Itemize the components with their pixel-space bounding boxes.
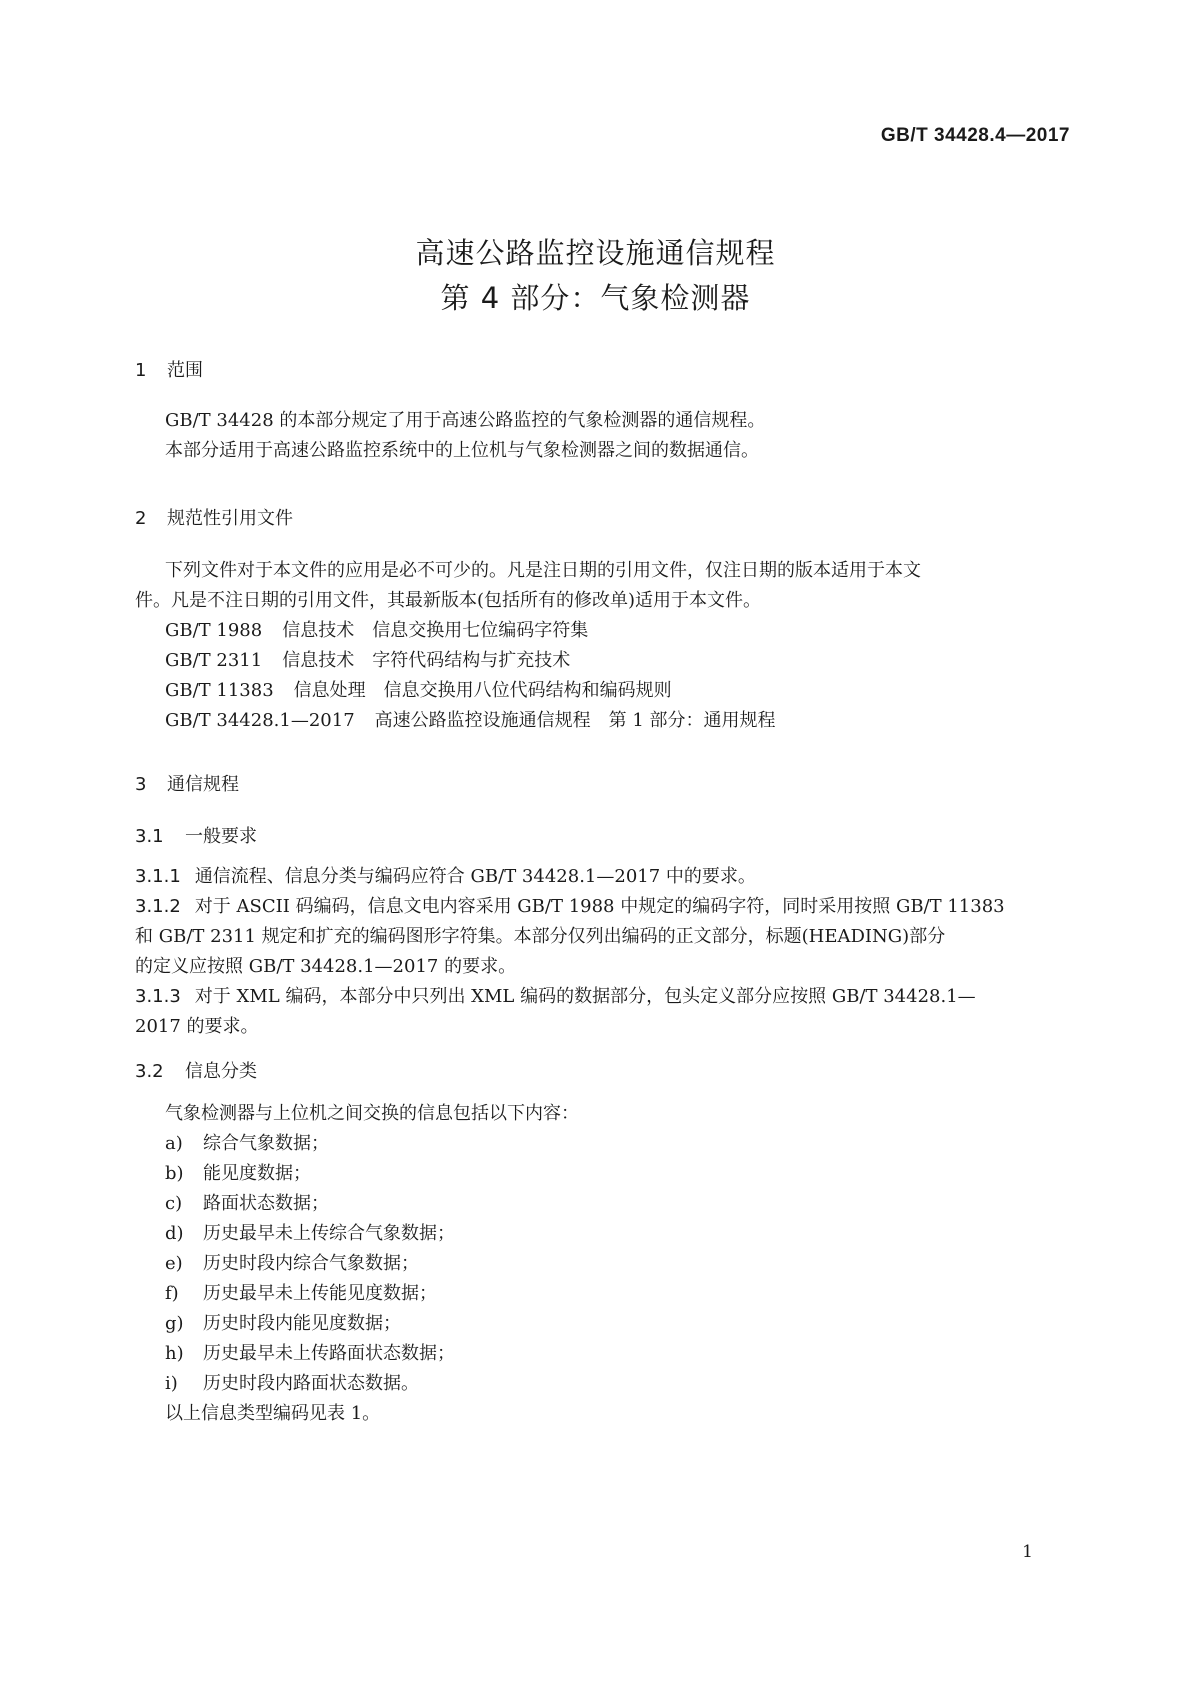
list-item: b) 能见度数据； [165,1163,311,1184]
section-heading-3-1: 3.1 一般要求 [135,826,257,847]
paragraph: 本部分适用于高速公路监控系统中的上位机与气象检测器之间的数据通信。 [165,440,759,461]
list-item: e) 历史时段内综合气象数据； [165,1253,419,1274]
clause-3-1-3-continued: 2017 的要求。 [135,1016,259,1037]
list-item: f) 历史最早未上传能见度数据； [165,1283,437,1304]
clause-3-1-1: 3.1.1 通信流程、信息分类与编码应符合 GB/T 34428.1—2017 中的要求。 [135,866,756,887]
clause-3-1-3: 3.1.3 对于 XML 编码，本部分中只列出 XML 编码的数据部分，包头定义部分应按照 GB/T 34428.1— [135,986,976,1007]
clause-3-1-2: 3.1.2 对于 ASCII 码编码，信息文电内容采用 GB/T 1988 中规定的编码字符，同时采用按照 GB/T 11383 [135,896,1005,917]
document-title-line1: 高速公路监控设施通信规程 [415,236,776,270]
list-item: g) 历史时段内能见度数据； [165,1313,401,1334]
clause-3-1-2-continued: 和 GB/T 2311 规定和扩充的编码图形字符集。本部分仅列出编码的正文部分，标题(HEADING)部分 [135,926,946,947]
paragraph: 件。凡是不注日期的引用文件，其最新版本(包括所有的修改单)适用于本文件。 [135,590,762,611]
paragraph: GB/T 34428 的本部分规定了用于高速公路监控的气象检测器的通信规程。 [165,410,766,431]
section-heading-1: 1 范围 [135,360,203,381]
clause-3-1-2-continued: 的定义应按照 GB/T 34428.1—2017 的要求。 [135,956,517,977]
section-heading-3: 3 通信规程 [135,774,239,795]
reference-item: GB/T 34428.1—2017 高速公路监控设施通信规程 第 1 部分：通用规程 [165,710,776,731]
paragraph: 气象检测器与上位机之间交换的信息包括以下内容： [165,1103,579,1124]
reference-item: GB/T 11383 信息处理 信息交换用八位代码结构和编码规则 [165,680,672,701]
standard-code: GB/T 34428.4—2017 [880,125,1070,146]
list-item: d) 历史最早未上传综合气象数据； [165,1223,455,1244]
reference-item: GB/T 1988 信息技术 信息交换用七位编码字符集 [165,620,589,641]
paragraph: 下列文件对于本文件的应用是必不可少的。凡是注日期的引用文件，仅注日期的版本适用于本文 [165,560,921,581]
list-item: h) 历史最早未上传路面状态数据； [165,1343,455,1364]
document-title-line2: 第 4 部分：气象检测器 [440,281,751,315]
page-number: 1 [1022,1542,1033,1562]
list-item: c) 路面状态数据； [165,1193,329,1214]
reference-item: GB/T 2311 信息技术 字符代码结构与扩充技术 [165,650,571,671]
list-item: i) 历史时段内路面状态数据。 [165,1373,419,1394]
section-heading-3-2: 3.2 信息分类 [135,1061,257,1082]
section-heading-2: 2 规范性引用文件 [135,508,293,529]
paragraph: 以上信息类型编码见表 1。 [165,1403,381,1424]
list-item: a) 综合气象数据； [165,1133,329,1154]
